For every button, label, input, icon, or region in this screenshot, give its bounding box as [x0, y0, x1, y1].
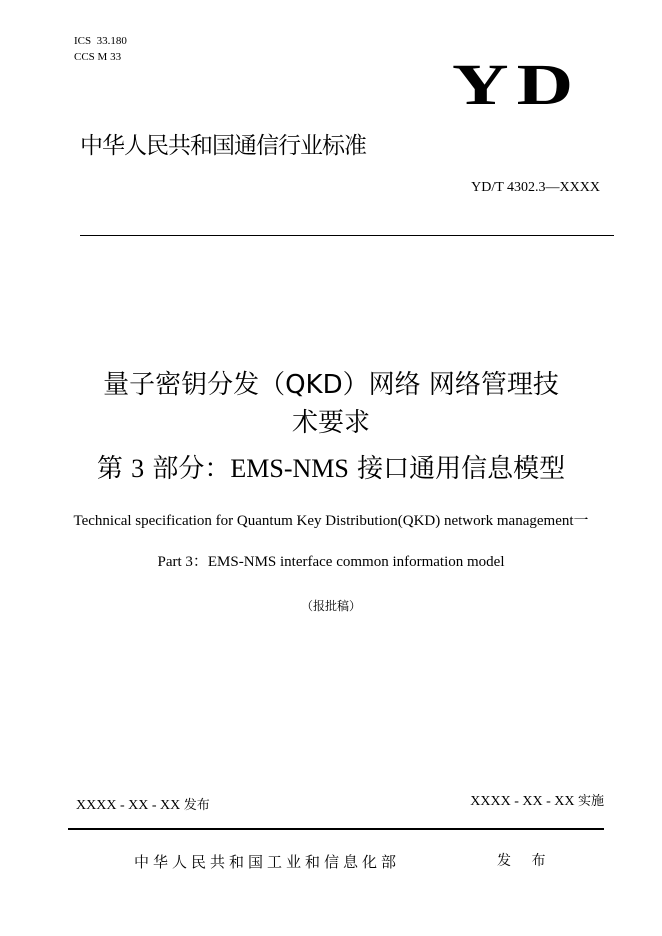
publish-date: XXXX - XX - XX	[76, 798, 181, 813]
implement-label: 实施	[577, 794, 604, 809]
implement-date: XXXX - XX - XX	[470, 794, 575, 809]
title-cn-line-3	[40, 450, 622, 488]
title-part-number: 3	[131, 454, 145, 483]
publish-date-line	[76, 796, 210, 816]
title-cn-line-1	[40, 366, 622, 404]
title-part-suffix: 接口通用信息模型	[348, 454, 566, 484]
title-part-interface: EMS-NMS	[230, 454, 349, 483]
title-cn-text-2: 术要求	[291, 408, 370, 438]
title-part-prefix: 第	[96, 454, 132, 484]
industry-standard-title: 中华人民共和国通信行业标准	[80, 133, 366, 159]
issue-label: 发 布	[497, 853, 554, 869]
publish-label: 发布	[183, 798, 210, 813]
title-cn-text-1: 量子密钥分发（QKD）网络 网络管理技	[103, 370, 559, 400]
yd-logo: YD	[452, 52, 582, 117]
title-cn-line-2	[40, 404, 622, 442]
top-divider	[80, 235, 614, 236]
standard-number: YD/T 4302.3—XXXX	[471, 180, 600, 195]
implement-date-line	[470, 792, 604, 812]
title-en-line-1: Technical specification for Quantum Key Distribution(QKD) network management一	[73, 513, 589, 529]
draft-status: （报批稿）	[300, 599, 361, 613]
title-part-mid: 部分：	[144, 454, 231, 484]
ccs-code: CCS M 33	[74, 51, 122, 63]
bottom-divider	[68, 828, 604, 830]
ics-code: ICS 33.180	[74, 35, 127, 47]
title-en-line-2: Part 3：EMS-NMS interface common information model	[157, 554, 505, 570]
issuing-ministry: 中华人民共和国工业和信息化部	[134, 853, 401, 871]
classification-codes	[74, 33, 127, 65]
